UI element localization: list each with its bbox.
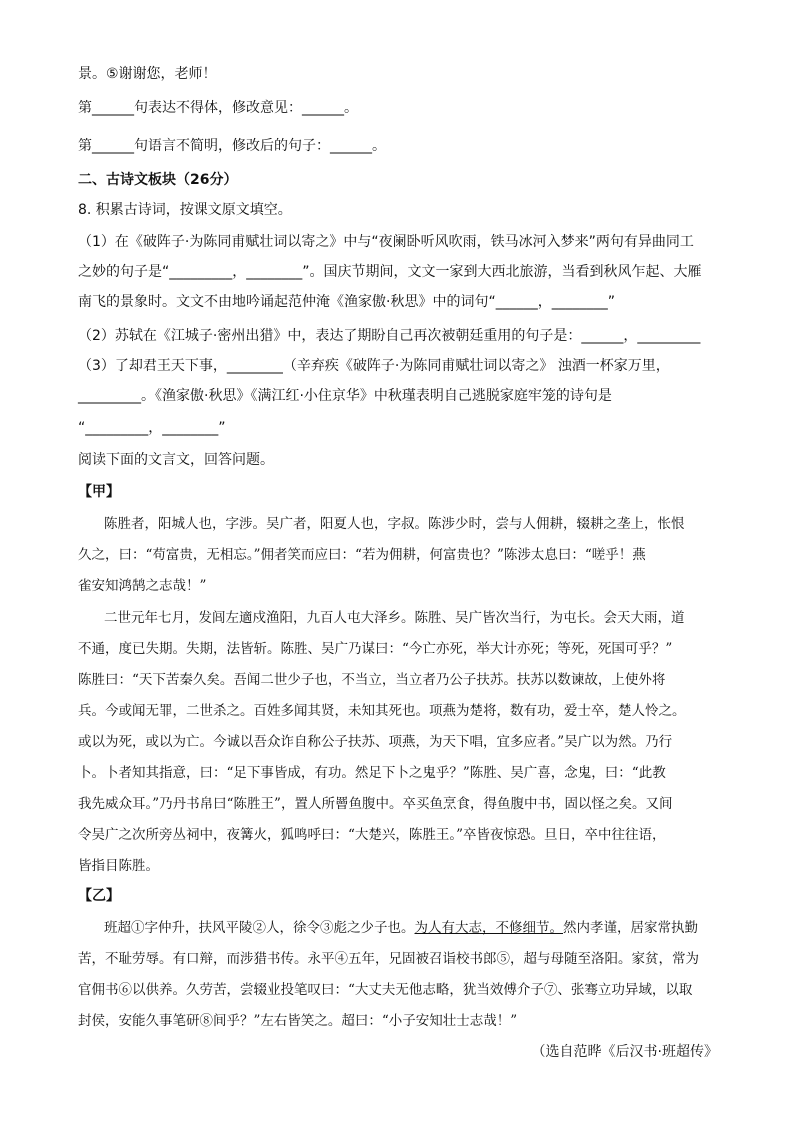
text-line-l01: 景。⑤谢谢您，老师！ — [78, 66, 217, 82]
text-line-l16: 久之，曰：“苟富贵，无相忘。”佣者笑而应曰：“若为佣耕，何富贵也？”陈涉太息曰：“嗟乎！燕 — [78, 547, 646, 563]
text-line-l22: 或以为死，或以为亡。今诚以吾众诈自称公子扶苏、项燕，为天下唱，宜多应者。”吴广以为然。乃行 — [78, 734, 673, 750]
text-line-l21: 兵。今或闻无罪，二世杀之。百姓多闻其贤，未知其死也。项燕为楚将，数有功，爱士卒，楚人怜之。 — [78, 703, 686, 719]
yi-line1-after: 然内孝谨，居家常执勤 — [563, 920, 698, 936]
text-line-l11: _________。《渔家傲·秋思》《满江红·小住京华》中秋瑾表明自己逃脱家庭牢笼的诗句是 — [78, 388, 612, 404]
text-line-l09: （2）苏轼在《江城子·密州出猎》中，表达了期盼自己再次被朝廷重用的句子是：______，_________ — [78, 328, 701, 344]
text-line-l03: 第______句语言不简明，修改后的句子：______。 — [78, 138, 386, 154]
yi-text-line-y3: 官佣书⑥以供养。久劳苦，尝辍业投笔叹曰：“大丈夫无他志略，犹当效傅介子⑦、张骞立功异域，以取 — [78, 982, 693, 998]
yi-line1-before: 班超①字仲升，扶风平陵②人，徐令③彪之少子也。 — [104, 920, 415, 936]
yi-underlined-sentence: 为人有大志，不修细节。 — [414, 920, 563, 936]
text-line-l04: 二、古诗文板块（26分） — [78, 172, 238, 188]
text-line-l18: 二世元年七月，发闾左適戍渔阳，九百人屯大泽乡。陈胜、吴广皆次当行，为屯长。会天大雨，道 — [104, 610, 685, 626]
text-line-l20: 陈胜曰：“天下苦秦久矣。吾闻二世少子也，不当立，当立者乃公子扶苏。扶苏以数谏故，上使外将 — [78, 672, 666, 688]
yi-text-line-y4: 封侯，安能久事笔研⑧间乎？”左右皆笑之。超曰：“小子安知壮士志哉！” — [78, 1013, 518, 1029]
passage-yi-first-line — [104, 918, 718, 938]
text-line-l26: 皆指目陈胜。 — [78, 858, 159, 874]
text-line-l10: （3）了却君王天下事，________（辛弃疾《破阵子·为陈同甫赋壮词以寄之》 浊酒一杯家万里， — [78, 358, 670, 374]
text-line-l19: 不通，度已失期。失期，法皆斩。陈胜、吴广乃谋曰：“今亡亦死，举大计亦死；等死，死国可乎？” — [78, 641, 673, 657]
text-line-l27: 【乙】 — [78, 888, 120, 904]
text-line-l15: 陈胜者，阳城人也，字涉。吴广者，阳夏人也，字叔。陈涉少时，尝与人佣耕，辍耕之垄上，怅恨 — [104, 516, 685, 532]
source-citation: （选自范晔《后汉书·班超传》 — [531, 1044, 718, 1060]
text-line-l12: “_________，________” — [78, 420, 226, 436]
text-line-l24: 我先威众耳。”乃丹书帛曰“陈胜王”，置人所罾鱼腹中。卒买鱼烹食，得鱼腹中书，固以怪之矣。又间 — [78, 796, 673, 812]
text-line-l05: 8. 积累古诗词，按课文原文填空。 — [78, 202, 292, 218]
text-line-l06: （1）在《破阵子·为陈同甫赋壮词以寄之》中与“夜阑卧听风吹雨，铁马冰河入梦来”两句有异曲同工 — [78, 234, 694, 250]
text-line-l08: 南飞的景象时。文文不由地吟诵起范仲淹《渔家傲·秋思》中的词句“______，________” — [78, 294, 615, 310]
text-line-l02: 第______句表达不得体，修改意见：______。 — [78, 100, 358, 116]
text-line-l23: 卜。卜者知其指意，曰：“足下事皆成，有功。然足下卜之鬼乎？”陈胜、吴广喜，念鬼，曰：“此教 — [78, 765, 666, 781]
text-line-l17: 雀安知鸿鹄之志哉！” — [78, 578, 207, 594]
text-line-l07: 之妙的句子是“_________，________”。国庆节期间，文文一家到大西北旅游，当看到秋风乍起、大雁 — [78, 264, 702, 280]
text-line-l13: 阅读下面的文言文，回答问题。 — [78, 452, 274, 468]
yi-text-line-y2: 苦，不耻劳辱。有口辩，而涉猎书传。永平④五年，兄固被召诣校书郎⑤，超与母随至洛阳。家贫，常为 — [78, 951, 699, 967]
text-line-l25: 令吴广之次所旁丛祠中，夜篝火，狐鸣呼曰：“大楚兴，陈胜王。”卒皆夜惊恐。旦日，卒中往往语， — [78, 827, 666, 843]
text-line-l14: 【甲】 — [78, 484, 120, 500]
